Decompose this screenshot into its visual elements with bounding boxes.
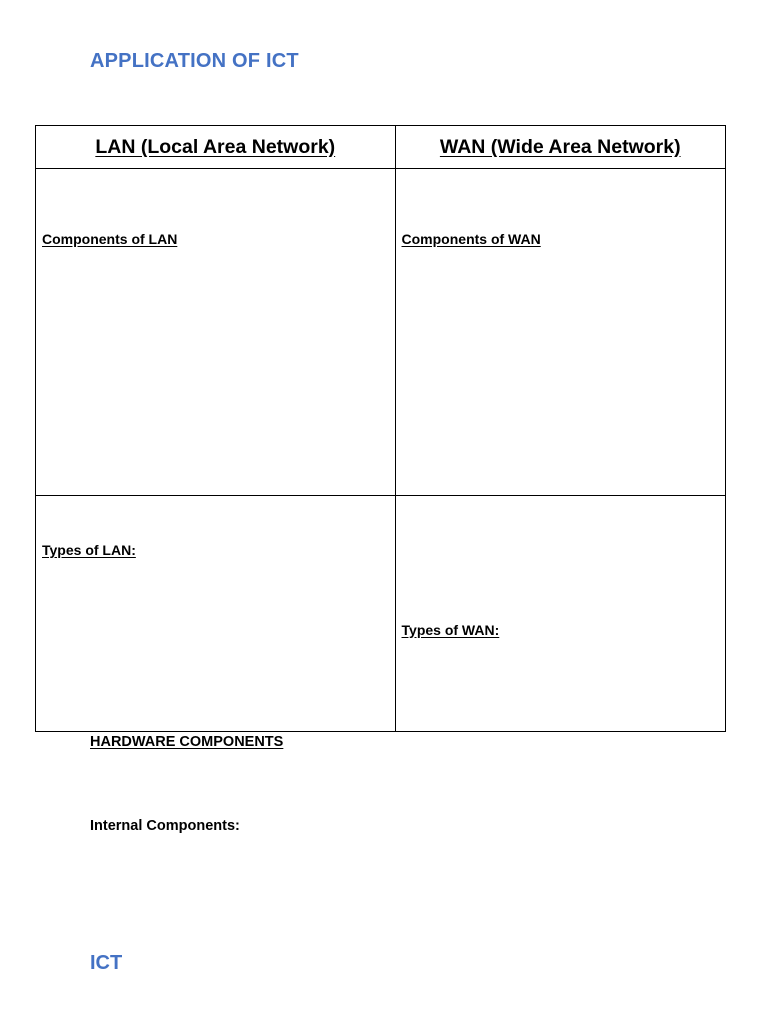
ict-heading: ICT [90, 952, 123, 974]
wan-header-cell [395, 126, 725, 169]
components-of-wan-label: Components of WAN [401, 231, 541, 248]
lan-wan-comparison-table [35, 125, 726, 732]
lan-header: LAN (Local Area Network) [95, 135, 336, 158]
components-row [36, 169, 726, 496]
lan-header-cell [36, 126, 396, 169]
components-of-lan-label: Components of LAN [42, 231, 178, 248]
wan-components-cell[interactable] [395, 169, 725, 496]
document-title: APPLICATION OF ICT [90, 50, 299, 72]
types-of-wan-label: Types of WAN: [401, 621, 500, 638]
lan-components-cell[interactable] [36, 169, 396, 496]
hardware-components-heading: HARDWARE COMPONENTS [90, 734, 284, 750]
lan-types-cell[interactable] [36, 495, 396, 731]
wan-types-cell[interactable] [395, 495, 725, 731]
table-header-row [36, 126, 726, 169]
wan-header: WAN (Wide Area Network) [439, 135, 681, 158]
internal-components-label: Internal Components: [90, 818, 240, 834]
types-row [36, 495, 726, 731]
types-of-lan-label: Types of LAN: [42, 541, 136, 558]
